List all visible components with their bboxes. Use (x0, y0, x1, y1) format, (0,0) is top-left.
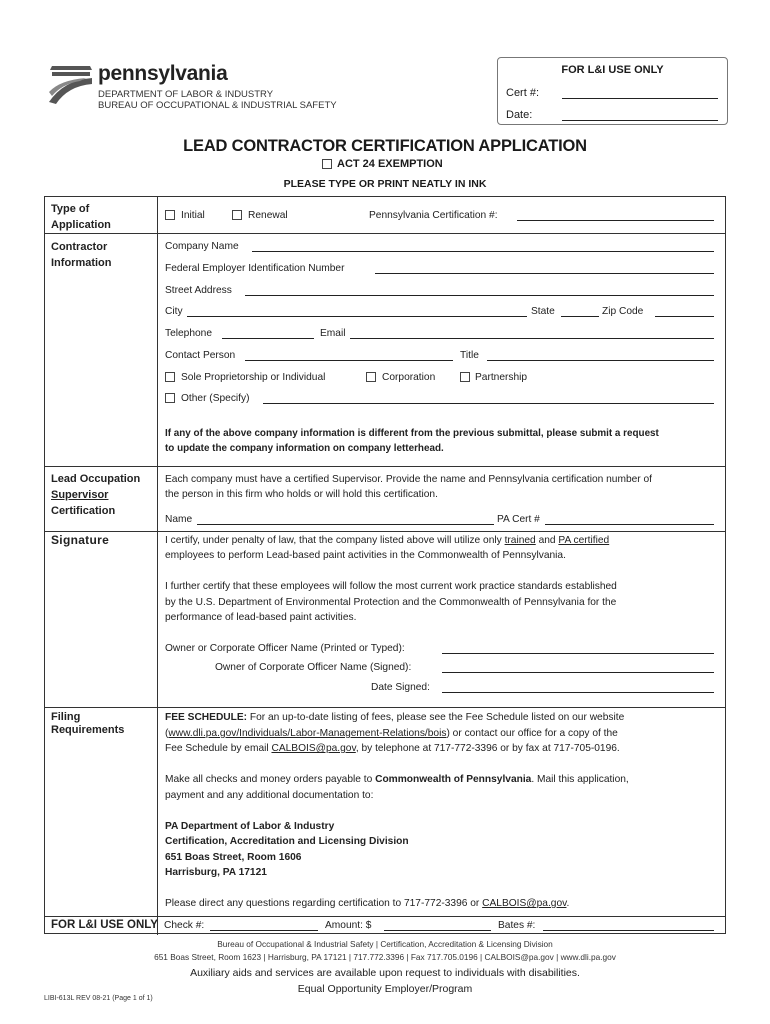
dept-line-2: BUREAU OF OCCUPATIONAL & INDUSTRIAL SAFETY (98, 100, 337, 111)
fein-field[interactable] (375, 273, 714, 274)
label-line: Filing (51, 711, 81, 723)
update-note-line-2: to update the company information on company letterhead. (165, 443, 444, 454)
email-link[interactable]: CALBOIS@pa.gov (271, 743, 356, 754)
date-label: Date: (506, 109, 533, 121)
zip-label: Zip Code (602, 306, 644, 317)
text-span: For an up-to-date listing of fees, please see the Fee Schedule listed on our website (247, 712, 625, 723)
act24-exemption (322, 158, 443, 170)
text-span: . (566, 898, 570, 909)
initial-checkbox[interactable] (165, 210, 175, 220)
office-use-box (497, 57, 728, 125)
fee-schedule-line-2 (165, 726, 618, 741)
row-divider (45, 466, 725, 467)
text-span: Commonwealth of Pennsylvania (375, 774, 532, 785)
footer-contact-line: 651 Boas Street, Room 1623 | Harrisburg, PA 17121 | 717.772.3396 | Fax 717.705.0196 | CALBOIS@pa.gov | www.dli.pa.gov (154, 952, 616, 962)
payable-line-1 (165, 772, 629, 787)
telephone-field[interactable] (222, 338, 314, 339)
check-number-field[interactable] (210, 930, 318, 931)
text-span: Please direct any questions regarding certification to 717-772-3396 or (165, 898, 483, 909)
further-certify-line-1: I further certify that these employees will follow the most current work practice standards established (165, 581, 617, 592)
questions-email-link[interactable]: CALBOIS@pa.gov (482, 898, 567, 909)
act24-checkbox[interactable] (322, 159, 332, 169)
text-span: Make all checks and money orders payable to (165, 774, 376, 785)
title-field[interactable] (487, 360, 714, 361)
supervisor-pa-cert-label: PA Cert # (497, 514, 540, 525)
company-name-field[interactable] (252, 251, 714, 252)
footer-accessibility-line: Auxiliary aids and services are available upon request to individuals with disabilities. (190, 967, 580, 979)
label-line: Requirements (51, 724, 125, 736)
act24-label: ACT 24 EXEMPTION (337, 158, 443, 170)
footer-eoe-line: Equal Opportunity Employer/Program (297, 983, 473, 995)
check-number-label: Check #: (164, 920, 205, 931)
renewal-label: Renewal (248, 210, 288, 221)
signature-label: Signature (51, 533, 110, 547)
amount-label: Amount: $ (325, 920, 372, 931)
supervisor-name-label: Name (165, 514, 193, 525)
text-span: FEE SCHEDULE: (165, 712, 248, 723)
other-label: Other (Specify) (181, 393, 250, 404)
contact-person-field[interactable] (245, 360, 453, 361)
label-line: Application (51, 219, 111, 231)
fee-schedule-line-3 (165, 741, 620, 756)
cert-field[interactable] (562, 98, 718, 99)
supervisor-pa-cert-field[interactable] (545, 524, 714, 525)
questions-line (165, 896, 569, 911)
fee-schedule-link[interactable]: www.dli.pa.gov/Individuals/Labor-Management-Relations/bois (168, 728, 447, 739)
form-title: LEAD CONTRACTOR CERTIFICATION APPLICATION (183, 137, 587, 155)
pennsylvania-keystone-logo-icon (46, 62, 96, 108)
partnership-label: Partnership (475, 372, 528, 383)
payable-line-2: payment and any additional documentation to: (165, 790, 374, 801)
text-span: PA certified (558, 535, 610, 546)
telephone-label: Telephone (165, 328, 213, 339)
contact-person-label: Contact Person (165, 350, 236, 361)
company-name-label: Company Name (165, 241, 239, 252)
row-divider (45, 707, 725, 708)
print-instruction: PLEASE TYPE OR PRINT NEATLY IN INK (283, 178, 487, 190)
update-note-line-1: If any of the above company information is different from the previous submittal, please submit a request (165, 428, 659, 439)
owner-signed-label: Owner of Corporate Officer Name (Signed): (215, 662, 412, 673)
label-line: Lead Occupation (51, 473, 141, 485)
filing-requirements-label (51, 711, 124, 737)
supervisor-certification-label (51, 471, 140, 519)
certify-line-2: employees to perform Lead-based paint activities in the Commonwealth of Pennsylvania. (165, 550, 566, 561)
form-revision: LIBI-613L REV 08-21 (Page 1 of 1) (44, 995, 153, 1002)
sole-proprietorship-checkbox[interactable] (165, 372, 175, 382)
cert-label: Cert #: (506, 87, 540, 99)
department-name (98, 89, 337, 111)
partnership-checkbox[interactable] (460, 372, 470, 382)
text-span: I certify, under penalty of law, that the company listed above will utilize only (165, 535, 505, 546)
mailing-address-line-4: Harrisburg, PA 17121 (165, 867, 267, 878)
sole-proprietorship-label: Sole Proprietorship or Individual (181, 372, 326, 383)
text-span: Fee Schedule by email (165, 743, 272, 754)
office-use-title: FOR L&I USE ONLY (561, 64, 664, 76)
email-field[interactable] (350, 338, 714, 339)
row-divider (45, 531, 725, 532)
state-field[interactable] (561, 316, 599, 317)
text-span: trained (504, 535, 536, 546)
date-signed-field[interactable] (442, 692, 714, 693)
supervisor-name-field[interactable] (197, 524, 494, 525)
text-span: . Mail this application, (531, 774, 629, 785)
amount-field[interactable] (384, 930, 491, 931)
label-line: Type of (51, 203, 90, 215)
mailing-address-line-1: PA Department of Labor & Industry (165, 821, 335, 832)
office-use-label: FOR L&I USE ONLY (51, 919, 158, 931)
email-label: Email (320, 328, 346, 339)
text-span: ) or contact our office for a copy of the (446, 728, 618, 739)
mailing-address-line-3: 651 Boas Street, Room 1606 (165, 852, 302, 863)
corporation-label: Corporation (382, 372, 436, 383)
brand-name: pennsylvania (98, 62, 228, 85)
date-signed-label: Date Signed: (371, 682, 430, 693)
further-certify-line-3: performance of lead-based paint activities. (165, 612, 357, 623)
owner-printed-label: Owner or Corporate Officer Name (Printed or Typed): (165, 643, 405, 654)
corporation-checkbox[interactable] (366, 372, 376, 382)
other-field[interactable] (263, 403, 714, 404)
city-label: City (165, 306, 183, 317)
initial-label: Initial (181, 210, 205, 221)
row-divider (45, 233, 725, 234)
footer-bureau-line: Bureau of Occupational & Industrial Safety | Certification, Accreditation & Licensing Division (217, 939, 553, 949)
title-label: Title (460, 350, 479, 361)
text-span: , by telephone at 717-772-3396 or by fax at 717-705-0196. (355, 743, 620, 754)
state-label: State (531, 306, 555, 317)
dept-line-1: DEPARTMENT OF LABOR & INDUSTRY (98, 89, 274, 100)
renewal-checkbox[interactable] (232, 210, 242, 220)
owner-signed-field[interactable] (442, 672, 714, 673)
zip-field[interactable] (655, 316, 714, 317)
date-field[interactable] (562, 120, 718, 121)
further-certify-line-2: by the U.S. Department of Environmental Protection and the Commonwealth of Pennsylvania for the (165, 597, 617, 608)
type-of-application-label (51, 201, 111, 233)
label-line: Supervisor (51, 489, 109, 501)
application-form (44, 196, 726, 934)
text-span: and (535, 535, 559, 546)
fein-label: Federal Employer Identification Number (165, 263, 345, 274)
street-label: Street Address (165, 285, 232, 296)
city-field[interactable] (187, 316, 527, 317)
column-divider (157, 197, 158, 935)
text-span: ( (165, 728, 169, 739)
contractor-information-label (51, 239, 112, 271)
bates-number-field[interactable] (543, 930, 714, 931)
label-line: Certification (51, 505, 116, 517)
pa-cert-field[interactable] (517, 220, 714, 221)
pa-cert-label: Pennsylvania Certification #: (369, 210, 498, 221)
bates-number-label: Bates #: (498, 920, 536, 931)
mailing-address-line-2: Certification, Accreditation and Licensing Division (165, 836, 409, 847)
label-line: Contractor (51, 241, 108, 253)
certify-line-1 (165, 533, 609, 548)
fee-schedule-line-1 (165, 710, 624, 725)
label-line: Information (51, 257, 112, 269)
owner-printed-field[interactable] (442, 653, 714, 654)
supervisor-text-line-2: the person in this firm who holds or will hold this certification. (165, 489, 438, 500)
other-checkbox[interactable] (165, 393, 175, 403)
street-field[interactable] (245, 295, 714, 296)
supervisor-text-line-1: Each company must have a certified Supervisor. Provide the name and Pennsylvania certification number of (165, 474, 652, 485)
